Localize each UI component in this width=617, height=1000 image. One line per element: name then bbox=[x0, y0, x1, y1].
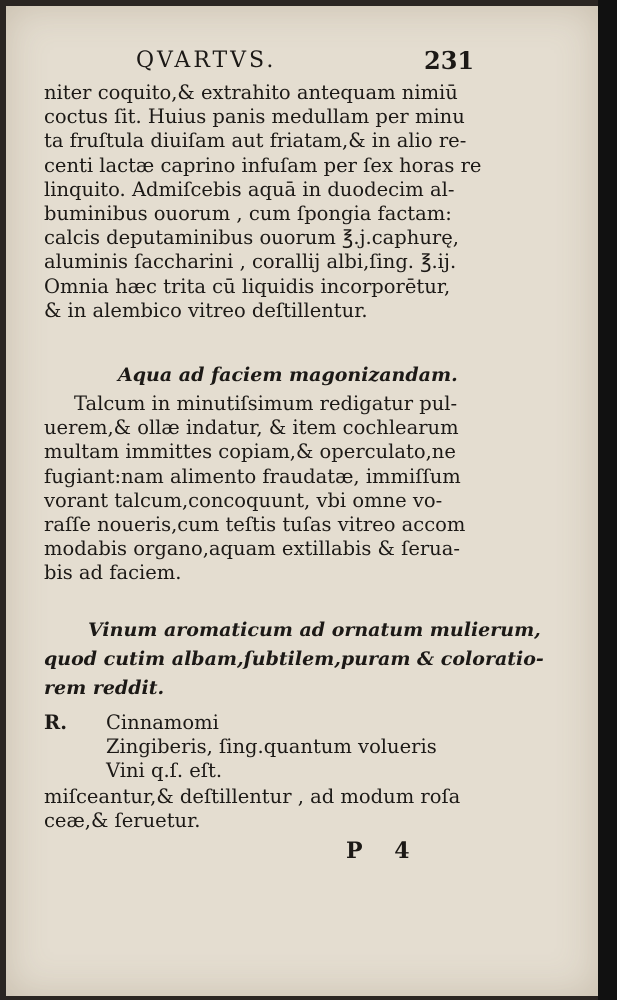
page-number: 231 bbox=[424, 46, 475, 75]
text-line: bis ad faciem. bbox=[44, 561, 182, 585]
text-line: vorant talcum,concoquunt, vbi omne vo- bbox=[44, 488, 443, 512]
title-line: quod cutim albam,ſubtilem,puram & coloratio- bbox=[44, 648, 544, 670]
ingredient-line: Zingiberis, ſing.quantum volueris bbox=[106, 735, 437, 758]
text-line: niter coquito,& extrahito antequam nimiū bbox=[44, 81, 458, 104]
text-line: Omnia hæc trita cū liquidis incorporētur, bbox=[44, 274, 451, 298]
recipe-mark: R. bbox=[44, 711, 67, 734]
recipe-closing-line: ceæ,& ſeruetur. bbox=[44, 809, 201, 832]
title-line: Vinum aromaticum ad ornatum mulierum, bbox=[88, 619, 541, 641]
ingredient-line: Cinnamomi bbox=[106, 711, 219, 734]
running-head: QVARTVS. bbox=[136, 48, 277, 73]
text-line: coctus ſit. Huius panis medullam per minu bbox=[44, 105, 465, 129]
section-title-aqua: Aqua ad faciem magonizandam. bbox=[118, 364, 458, 386]
text-line: buminibus ouorum , cum ſpongia factam: bbox=[44, 202, 452, 226]
paragraph-2 bbox=[44, 392, 474, 586]
title-line: rem reddit. bbox=[44, 677, 165, 699]
text-line: fugiant:nam alimento fraudatæ, immiſſum bbox=[44, 464, 461, 488]
paragraph-1 bbox=[44, 81, 482, 323]
text-line: uerem,& ollæ indatur, & item cochlearum bbox=[44, 416, 459, 440]
signature-mark: P 4 bbox=[346, 838, 422, 864]
text-line: & in alembico vitreo deſtillentur. bbox=[44, 298, 368, 322]
recipe-closing-line: miſceantur,& deſtillentur , ad modum roſa bbox=[44, 785, 461, 808]
text-line: linquito. Admiſcebis aquā in duodecim al- bbox=[44, 177, 455, 201]
section-title-vinum bbox=[44, 616, 544, 703]
text-line: calcis deputaminibus ouorum ℥.j.caphurę, bbox=[44, 226, 459, 250]
book-spine bbox=[598, 0, 617, 1000]
text-line: Talcum in minutiſsimum redigatur pul- bbox=[74, 392, 458, 415]
book-page bbox=[6, 6, 598, 996]
text-line: aluminis ſaccharini , corallij albi,ſing. ℥.ij. bbox=[44, 250, 457, 274]
ingredient-line: Vini q.ſ. eſt. bbox=[106, 759, 223, 782]
text-line: ta fruſtula diuiſam aut friatam,& in alio re- bbox=[44, 129, 467, 153]
text-line: centi lactæ caprino infuſam per ſex horas re bbox=[44, 153, 482, 177]
text-line: modabis organo,aquam extillabis & ſerua- bbox=[44, 537, 460, 561]
text-line: raſſe noueris,cum teſtis tuſas vitreo accom bbox=[44, 513, 466, 537]
text-line: multam immittes copiam,& operculato,ne bbox=[44, 440, 456, 464]
